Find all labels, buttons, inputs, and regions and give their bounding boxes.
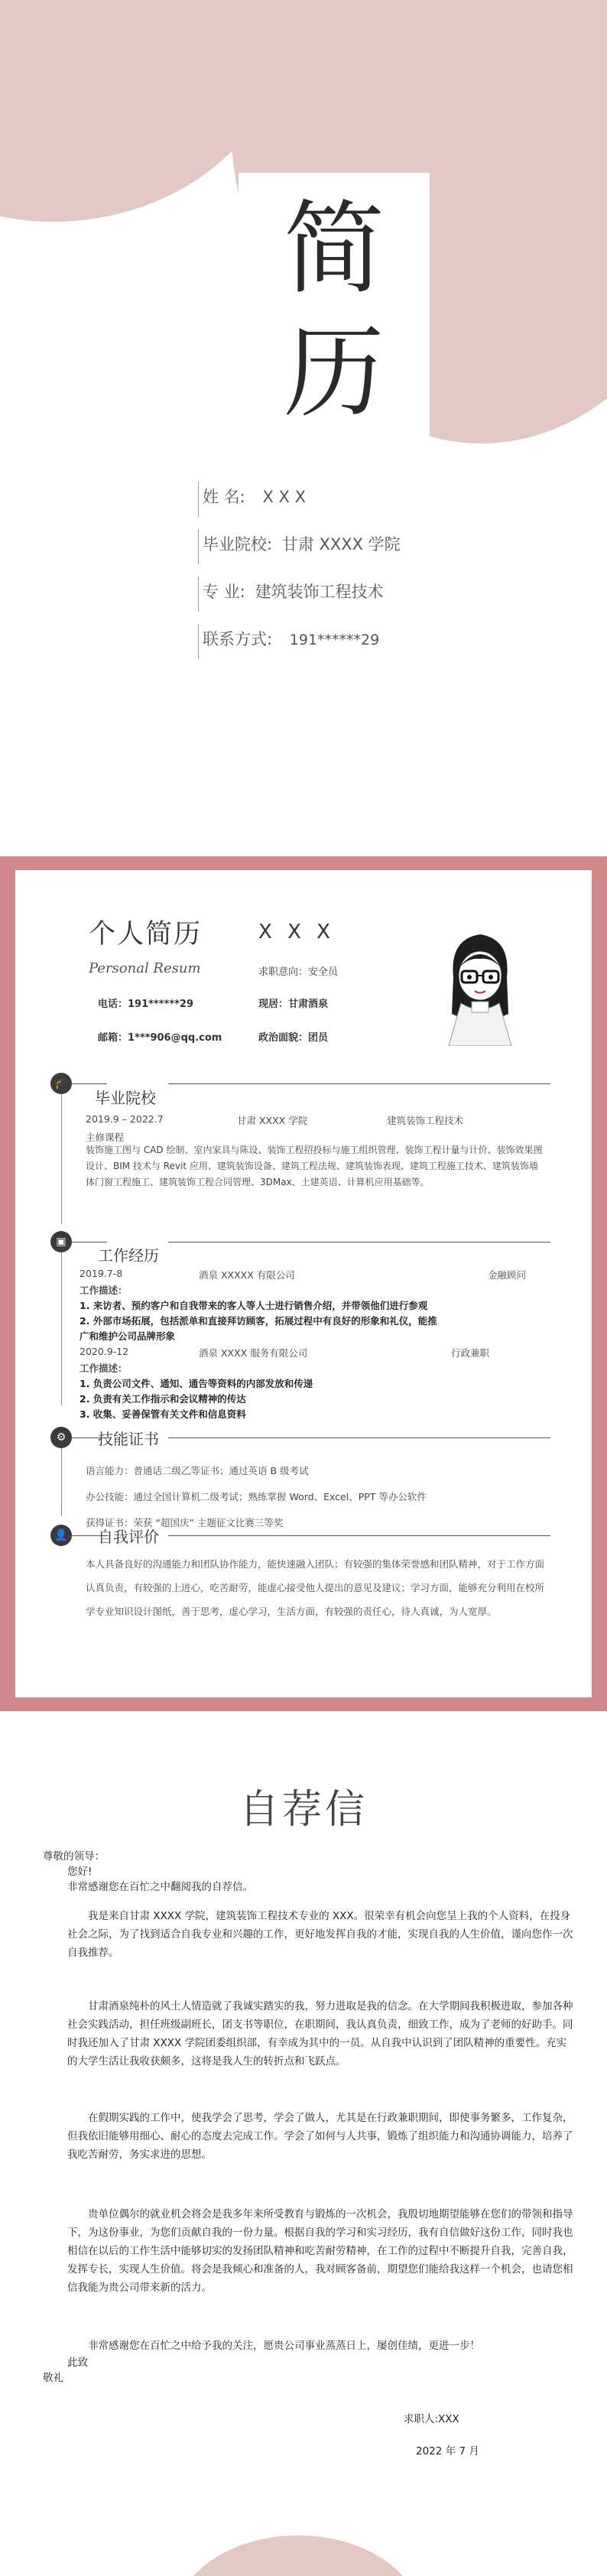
edu-section-title: 毕业院校 bbox=[95, 1089, 156, 1107]
cover-row-school bbox=[203, 532, 401, 555]
cover-letter-page bbox=[0, 1711, 607, 2576]
letter-thanks: 非常感谢您在百忙之中翻阅我的自荐信。 bbox=[67, 1881, 253, 1893]
work-timeline bbox=[61, 1252, 62, 1405]
email: 邮箱：1***906@qq.com bbox=[98, 1032, 222, 1044]
briefcase-icon: ▣ bbox=[50, 1231, 72, 1252]
letter-paragraph-5: 非常感谢您在百忙之中给予我的关注，愿贵公司事业蒸蒸日上，屡创佳绩，更进一步！ bbox=[88, 2340, 480, 2352]
job1-date: 2019.7-8 bbox=[80, 1268, 123, 1279]
job1-item-3: 广和维护公司品牌形象 bbox=[80, 1330, 176, 1342]
job1-item-2: 2. 外部市场拓展，包括派单和直接拜访顾客，拓展过程中有良好的形象和礼仪，能推 bbox=[80, 1315, 437, 1327]
edu-course-label: 主修课程 bbox=[86, 1132, 125, 1143]
work-line-right bbox=[168, 1242, 550, 1243]
skills-line-right bbox=[168, 1437, 550, 1438]
edu-school: 甘肃 XXXX 学院 bbox=[237, 1115, 308, 1126]
resume-frame bbox=[0, 856, 607, 1711]
job2-item-3: 3. 收集、妥善保管有关文件和信息资料 bbox=[80, 1408, 246, 1420]
cover-title-char-2: 历 bbox=[284, 314, 385, 432]
cover-value-major: 建筑装饰工程技术 bbox=[255, 583, 384, 601]
skill-item-2: 办公技能：通过全国计算机二级考试；熟练掌握 Word、Excel、PPT 等办公软件 bbox=[86, 1491, 427, 1502]
skills-timeline bbox=[61, 1448, 62, 1515]
cover-label-school: 毕业院校: bbox=[203, 535, 273, 554]
cover-divider-4 bbox=[198, 624, 199, 659]
letter-blob-bottom bbox=[176, 2535, 420, 2576]
job1-item-1: 1. 来访者、预约客户和自我带来的客人等人士进行销售介绍，并带领他们进行参观 bbox=[80, 1300, 428, 1311]
resume-subtitle: Personal Resum bbox=[89, 960, 201, 976]
skill-item-1: 语言能力：普通话二级乙等证书；通过英语 B 级考试 bbox=[86, 1465, 309, 1476]
job2-item-1: 1. 负责公司文件、通知、通告等资料的内部发放和传递 bbox=[80, 1378, 313, 1389]
letter-greeting: 您好! bbox=[67, 1866, 93, 1878]
skills-section-title: 技能证书 bbox=[98, 1430, 159, 1448]
skill-item-3: 获得证书：荣获 “超国庆” 主题征文比赛三等奖 bbox=[86, 1517, 284, 1528]
work-line-left bbox=[72, 1242, 107, 1243]
cover-row-contact bbox=[203, 627, 379, 650]
edu-date: 2019.9 – 2022.7 bbox=[86, 1113, 164, 1125]
resume-title: 个人简历 bbox=[89, 919, 203, 950]
cover-label-major: 专 业: bbox=[203, 583, 245, 601]
gear-icon: ⚙ bbox=[50, 1427, 72, 1448]
resume-page bbox=[15, 870, 592, 1697]
cover-value-contact: 191******29 bbox=[289, 632, 380, 648]
cover-row-major bbox=[203, 580, 383, 603]
cover-label-contact: 联系方式: bbox=[203, 630, 273, 648]
letter-paragraph-4: 贵单位偶尔的就业机会将会是我多年来所受教育与锻炼的一次机会，我殷切地期望能够在您们的带领和指导下，为这份事业，为您们贡献自我的一份力量。根据自我的学习和实习经历，我有自信做好这份工作，同时我也相信在以后的工作生活中能够切实的发扬团队精神和吃苦耐劳精神，在工作的过程中不断提升自我，完善自我，发挥专长，实现人生价值。将会是我倾心和准备的人，我对顾客备前，期望您们能给我这样一个机会，也请您相信我能为贵公司带来新的活力。 bbox=[67, 2208, 573, 2294]
job2-role: 行政兼职 bbox=[451, 1347, 490, 1359]
job1-role: 金融顾问 bbox=[488, 1269, 527, 1281]
self-evaluation-text: 本人具备良好的沟通能力和团队协作能力，能快速融入团队；有较强的集体荣誉感和团队精神，对于工作方面认真负责，有较强的上进心，吃苦耐劳，能虚心接受他人提出的意见及建议；学习方面，能够充分利用在校所学专业知识设计图纸，善于思考，虚心学习，生活方面，有较强的责任心，待人真诚，为人宽厚。 bbox=[86, 1558, 545, 1617]
letter-signer: 求职人:XXX bbox=[404, 2413, 459, 2425]
cover-divider-2 bbox=[198, 529, 199, 564]
cover-page bbox=[0, 0, 607, 856]
letter-closing-1: 此致 bbox=[67, 2357, 88, 2369]
letter-date: 2022 年 7 月 bbox=[416, 2445, 479, 2457]
letter-paragraph-2: 甘肃酒泉纯朴的风土人情造就了我诚实踏实的我，努力进取是我的信念。在大学期间我积极进取，参加各种社会实践活动，担任班级副班长，团支书等职位，在职期间，我认真负责，细致工作，成为了老师的好助手。同时我还加入了甘肃 XXXX 学院团委组织部，有幸成为其中的一员。从自我中认识到了团队精神的重要性。充实的大学生活让我收获颇多，这将是我人生的转折点和飞跃点。 bbox=[67, 2000, 573, 2068]
cover-label-name: 姓 名: bbox=[203, 488, 245, 506]
cover-row-name bbox=[203, 485, 306, 508]
self-section-title: 自我评价 bbox=[98, 1528, 159, 1546]
work-section-title: 工作经历 bbox=[98, 1246, 159, 1265]
job2-desc-label: 工作描述： bbox=[80, 1363, 128, 1374]
job1-desc-label: 工作描述： bbox=[80, 1285, 128, 1296]
edu-major: 建筑装饰工程技术 bbox=[387, 1115, 464, 1126]
cover-divider-3 bbox=[198, 577, 199, 612]
job-intent: 求职意向：安全员 bbox=[258, 966, 339, 978]
resume-name: X X X bbox=[258, 921, 335, 944]
residence: 现居：甘肃酒泉 bbox=[258, 999, 329, 1010]
cover-value-school: 甘肃 XXXX 学院 bbox=[281, 535, 401, 554]
phone: 电话：191******29 bbox=[98, 999, 194, 1010]
edu-timeline bbox=[61, 1094, 62, 1224]
letter-title: 自荐信 bbox=[239, 1787, 368, 1833]
cover-value-name: X X X bbox=[262, 488, 306, 506]
edu-line-right bbox=[168, 1083, 550, 1084]
graduation-cap-icon: 🎓 bbox=[50, 1073, 72, 1094]
letter-salutation: 尊敬的领导： bbox=[43, 1850, 105, 1863]
letter-paragraph-1: 我是来自甘肃 XXXX 学院，建筑装饰工程技术专业的 XXX。很荣幸有机会向您呈上我的个人资料，在投身社会之际，为了找到适合自我专业和兴趣的工作，更好地发挥自我的才能，实现自我的人生价值，谨向您作一次自我推荐。 bbox=[67, 1910, 573, 1959]
job2-company: 酒泉 XXXX 服务有限公司 bbox=[199, 1347, 308, 1359]
edu-courses: 装饰施工图与 CAD 绘制、室内家具与陈设、装饰工程招投标与施工组织管理、装饰工程计量与计价、装饰效果图设计、BIM 技术与 Revit 应用、建筑装饰设备、建筑工程法规、建筑装饰表现、建筑工程施工技术、建筑装饰墙体门窗工程施工、建筑装饰工程合同管理、3DMax、土建英语、计算机应用基础等。 bbox=[86, 1145, 543, 1187]
letter-paragraph-3: 在假期实践的工作中，使我学会了思考，学会了做人，尤其是在行政兼职期间，即使事务繁多，工作复杂，但我依旧能够用细心、耐心的态度去完成工作。学会了如何与人共事，锻炼了组织能力和沟通协调能力，培养了我吃苦耐劳，务实求进的思想。 bbox=[67, 2112, 573, 2161]
avatar bbox=[438, 924, 522, 1046]
edu-line-left bbox=[72, 1083, 107, 1084]
politics: 政治面貌：团员 bbox=[258, 1032, 329, 1044]
cover-title-box bbox=[239, 173, 430, 437]
cover-divider-1 bbox=[198, 482, 199, 517]
job1-company: 酒泉 XXXXX 有限公司 bbox=[199, 1269, 295, 1281]
job2-date: 2020.9-12 bbox=[80, 1346, 129, 1357]
job2-item-2: 2. 负责有关工作指示和会议精神的传达 bbox=[80, 1393, 246, 1405]
self-line-right bbox=[168, 1535, 550, 1536]
cover-title-char-1: 简 bbox=[284, 190, 385, 308]
letter-closing-2: 敬礼 bbox=[43, 2372, 63, 2384]
user-icon: 👤 bbox=[50, 1525, 72, 1546]
